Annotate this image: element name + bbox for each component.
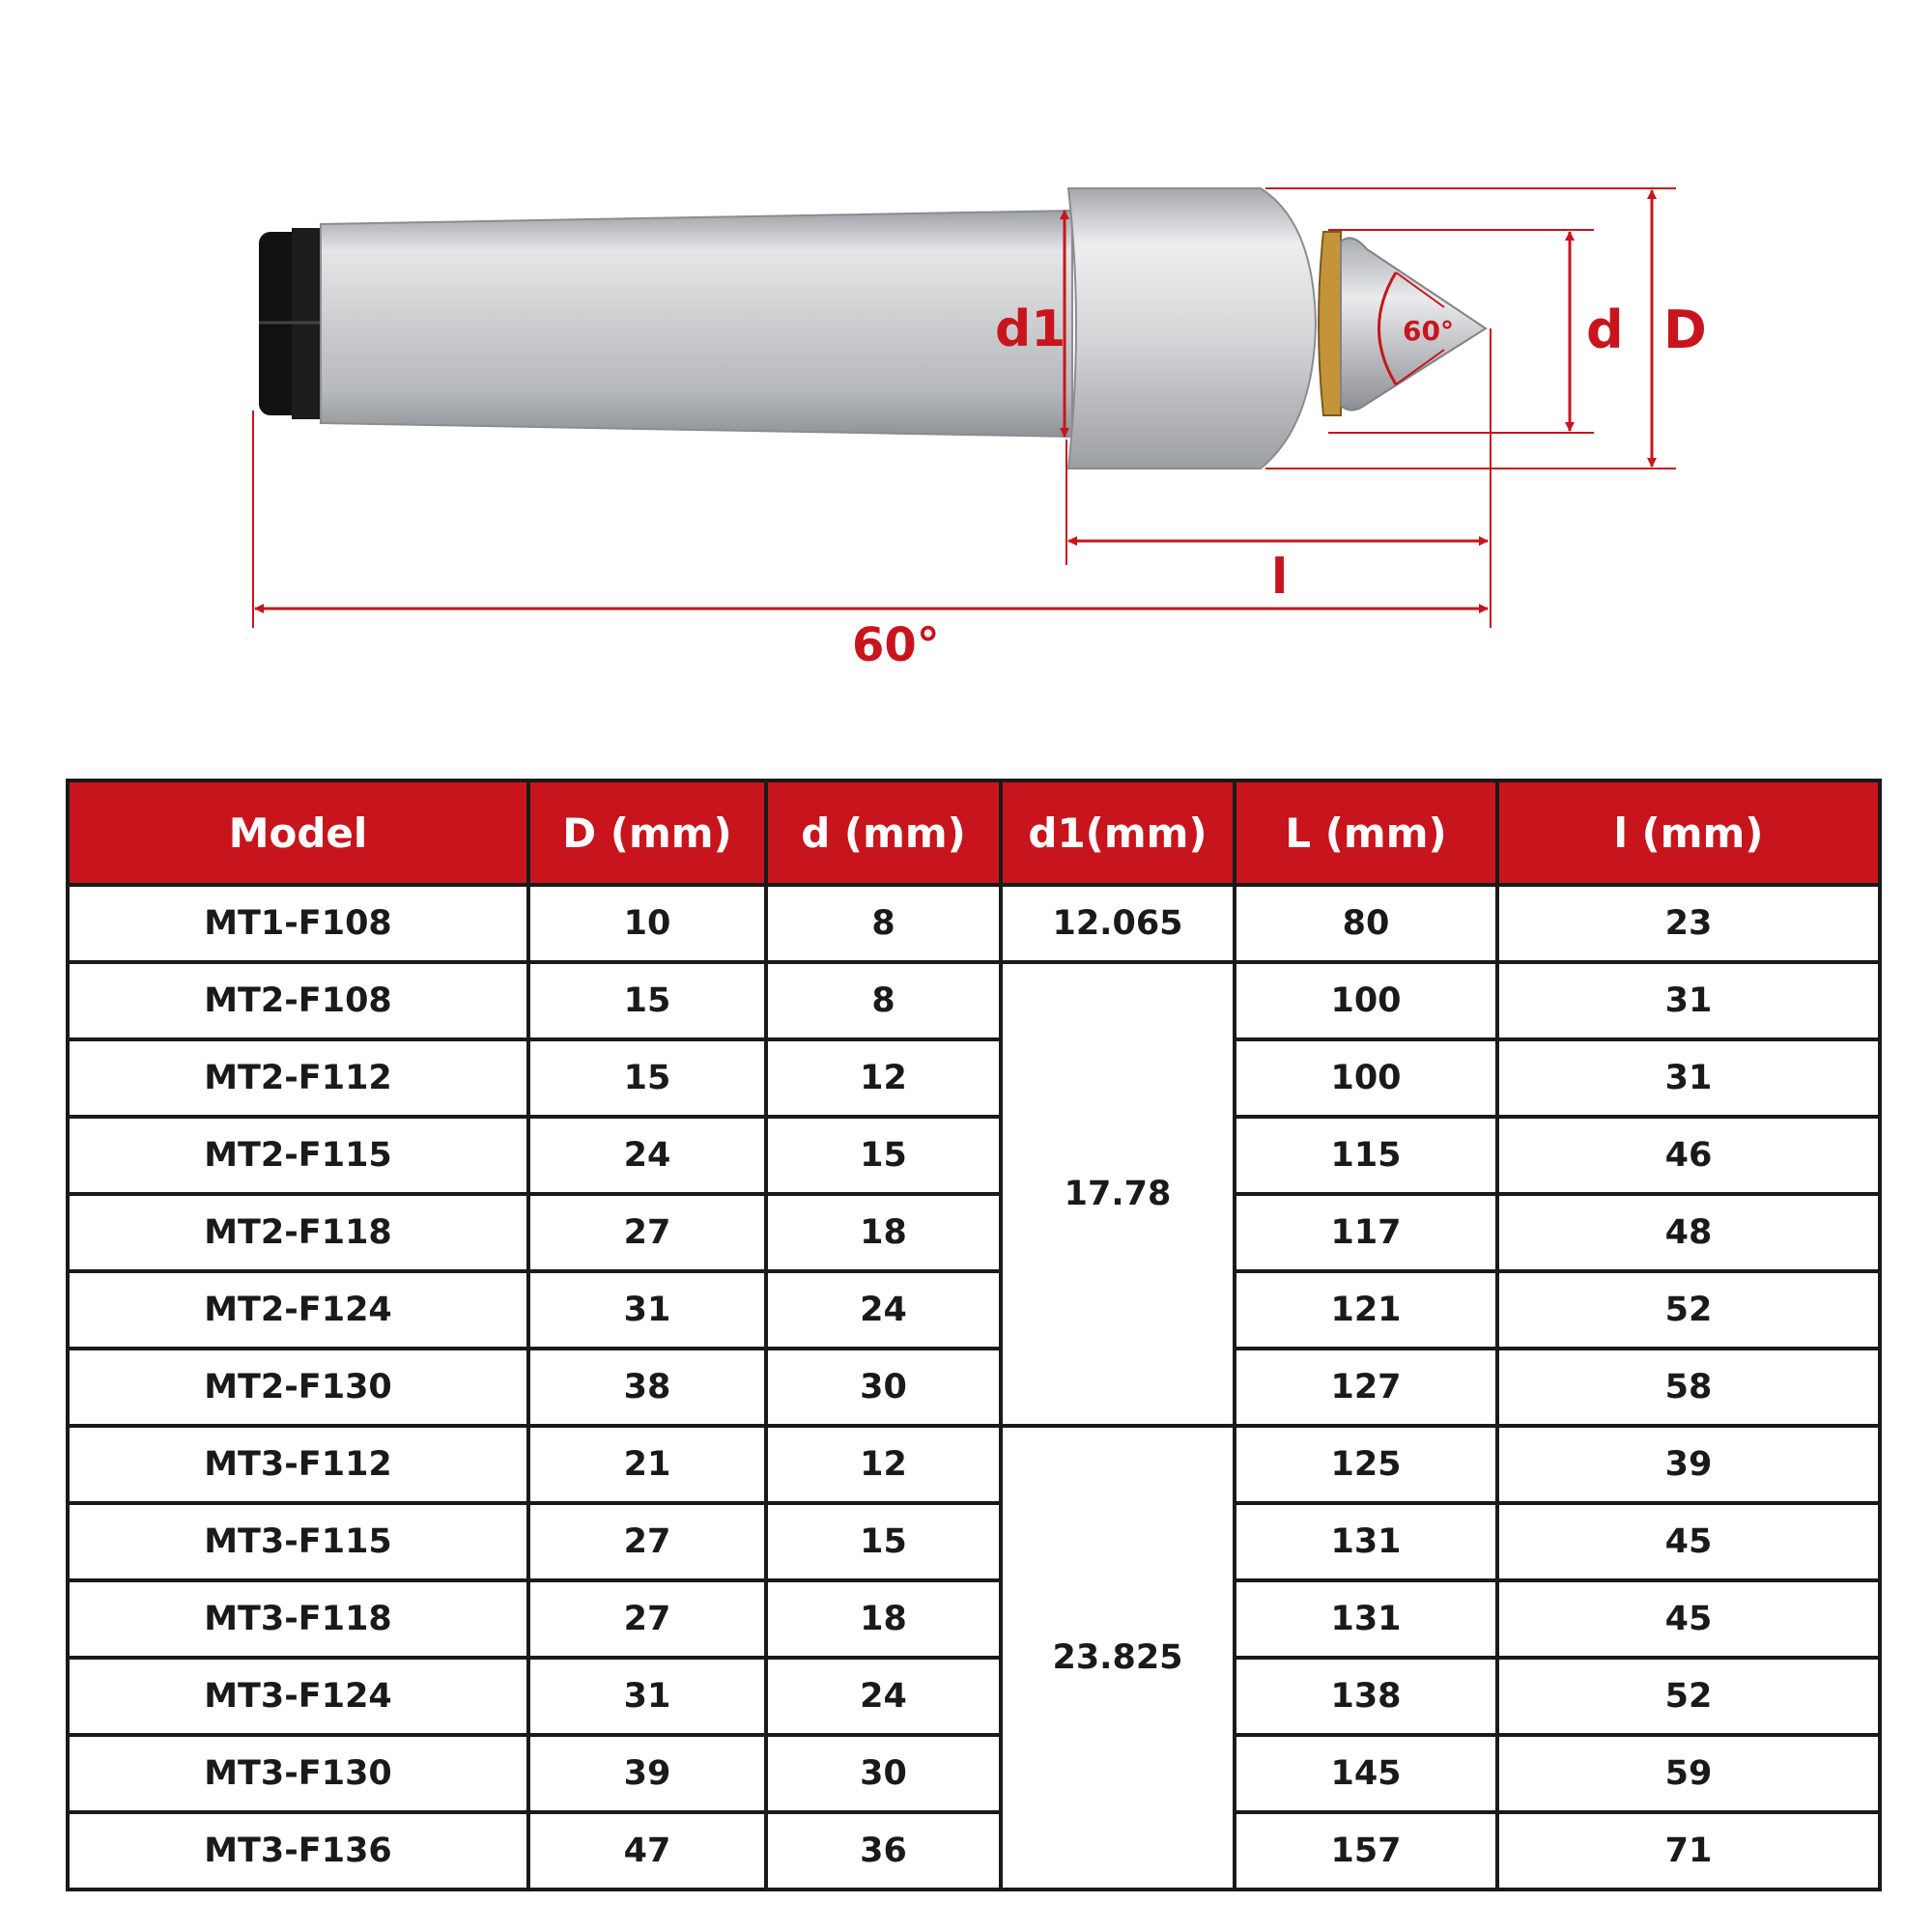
bearing-ring bbox=[1319, 232, 1341, 415]
table-header-row bbox=[68, 781, 1880, 885]
cell-D: 39 bbox=[528, 1735, 766, 1812]
table-row bbox=[68, 1658, 1880, 1735]
cell-L: 145 bbox=[1235, 1735, 1497, 1812]
cell-model: MT1-F108 bbox=[68, 885, 528, 962]
table-row bbox=[68, 1426, 1880, 1503]
cell-l: 59 bbox=[1497, 1735, 1880, 1812]
cell-model: MT3-F124 bbox=[68, 1658, 528, 1735]
cell-D: 15 bbox=[528, 962, 766, 1039]
cell-d: 18 bbox=[766, 1580, 1001, 1658]
cell-L: 80 bbox=[1235, 885, 1497, 962]
header-model: Model bbox=[68, 781, 528, 885]
cell-model: MT3-F118 bbox=[68, 1580, 528, 1658]
table-row bbox=[68, 1349, 1880, 1426]
cell-model: MT3-F112 bbox=[68, 1426, 528, 1503]
cell-d1: 12.065 bbox=[1001, 885, 1235, 962]
table-row bbox=[68, 885, 1880, 962]
header-D: D (mm) bbox=[528, 781, 766, 885]
cell-D: 27 bbox=[528, 1580, 766, 1658]
cell-model: MT2-F108 bbox=[68, 962, 528, 1039]
cell-model: MT3-F136 bbox=[68, 1812, 528, 1889]
body-collar bbox=[1068, 188, 1316, 469]
cell-l: 71 bbox=[1497, 1812, 1880, 1889]
cell-model: MT2-F130 bbox=[68, 1349, 528, 1426]
header-d: d (mm) bbox=[766, 781, 1001, 885]
header-l: l (mm) bbox=[1497, 781, 1880, 885]
angle-label: 60° bbox=[1403, 315, 1454, 347]
cell-L: 157 bbox=[1235, 1812, 1497, 1889]
table-row bbox=[68, 1580, 1880, 1658]
morse-taper-shank bbox=[321, 211, 1072, 437]
cell-d1: 23.825 bbox=[1001, 1426, 1235, 1889]
table-row bbox=[68, 1812, 1880, 1889]
cell-L: 117 bbox=[1235, 1194, 1497, 1271]
cell-d: 30 bbox=[766, 1349, 1001, 1426]
cell-L: 131 bbox=[1235, 1503, 1497, 1580]
cell-l: 23 bbox=[1497, 885, 1880, 962]
cell-d: 15 bbox=[766, 1503, 1001, 1580]
table-row bbox=[68, 1117, 1880, 1194]
table-row bbox=[68, 1039, 1880, 1117]
cell-D: 47 bbox=[528, 1812, 766, 1889]
cell-D: 10 bbox=[528, 885, 766, 962]
cell-l: 46 bbox=[1497, 1117, 1880, 1194]
cell-model: MT3-F115 bbox=[68, 1503, 528, 1580]
cell-L: 115 bbox=[1235, 1117, 1497, 1194]
cell-l: 52 bbox=[1497, 1271, 1880, 1349]
cell-l: 58 bbox=[1497, 1349, 1880, 1426]
cell-d: 30 bbox=[766, 1735, 1001, 1812]
svg-text:l: l bbox=[1271, 549, 1289, 605]
cell-model: MT3-F130 bbox=[68, 1735, 528, 1812]
cell-l: 45 bbox=[1497, 1503, 1880, 1580]
table-row bbox=[68, 962, 1880, 1039]
cell-model: MT2-F115 bbox=[68, 1117, 528, 1194]
cell-model: MT2-F112 bbox=[68, 1039, 528, 1117]
cell-d: 12 bbox=[766, 1426, 1001, 1503]
cell-L: 138 bbox=[1235, 1658, 1497, 1735]
cell-L: 127 bbox=[1235, 1349, 1497, 1426]
cell-D: 24 bbox=[528, 1117, 766, 1194]
live-center-drawing bbox=[0, 0, 1932, 734]
svg-text:60°: 60° bbox=[852, 618, 940, 672]
svg-text:d: d bbox=[1586, 299, 1624, 360]
spec-table bbox=[66, 779, 1878, 1891]
cell-D: 31 bbox=[528, 1658, 766, 1735]
cell-d: 8 bbox=[766, 962, 1001, 1039]
table-row bbox=[68, 1194, 1880, 1271]
cell-d: 8 bbox=[766, 885, 1001, 962]
header-L: L (mm) bbox=[1235, 781, 1497, 885]
cell-L: 131 bbox=[1235, 1580, 1497, 1658]
cell-l: 39 bbox=[1497, 1426, 1880, 1503]
cell-l: 45 bbox=[1497, 1580, 1880, 1658]
cell-D: 31 bbox=[528, 1271, 766, 1349]
cell-model: MT2-F118 bbox=[68, 1194, 528, 1271]
table-row bbox=[68, 1735, 1880, 1812]
cell-D: 15 bbox=[528, 1039, 766, 1117]
cell-L: 100 bbox=[1235, 962, 1497, 1039]
table-row bbox=[68, 1271, 1880, 1349]
cell-D: 21 bbox=[528, 1426, 766, 1503]
cell-l: 52 bbox=[1497, 1658, 1880, 1735]
cell-L: 125 bbox=[1235, 1426, 1497, 1503]
cell-l: 48 bbox=[1497, 1194, 1880, 1271]
svg-text:d1: d1 bbox=[995, 300, 1066, 358]
cell-d: 24 bbox=[766, 1271, 1001, 1349]
cell-D: 38 bbox=[528, 1349, 766, 1426]
cell-model: MT2-F124 bbox=[68, 1271, 528, 1349]
cell-L: 100 bbox=[1235, 1039, 1497, 1117]
tang-end bbox=[259, 228, 327, 419]
cell-D: 27 bbox=[528, 1503, 766, 1580]
header-d1: d1(mm) bbox=[1001, 781, 1235, 885]
cell-D: 27 bbox=[528, 1194, 766, 1271]
cell-d: 12 bbox=[766, 1039, 1001, 1117]
cell-d: 24 bbox=[766, 1658, 1001, 1735]
cell-d: 18 bbox=[766, 1194, 1001, 1271]
cell-L: 121 bbox=[1235, 1271, 1497, 1349]
cell-d: 36 bbox=[766, 1812, 1001, 1889]
svg-text:D: D bbox=[1663, 299, 1707, 360]
table-row bbox=[68, 1503, 1880, 1580]
cell-d: 15 bbox=[766, 1117, 1001, 1194]
cell-l: 31 bbox=[1497, 1039, 1880, 1117]
cell-d1: 17.78 bbox=[1001, 962, 1235, 1426]
cell-l: 31 bbox=[1497, 962, 1880, 1039]
